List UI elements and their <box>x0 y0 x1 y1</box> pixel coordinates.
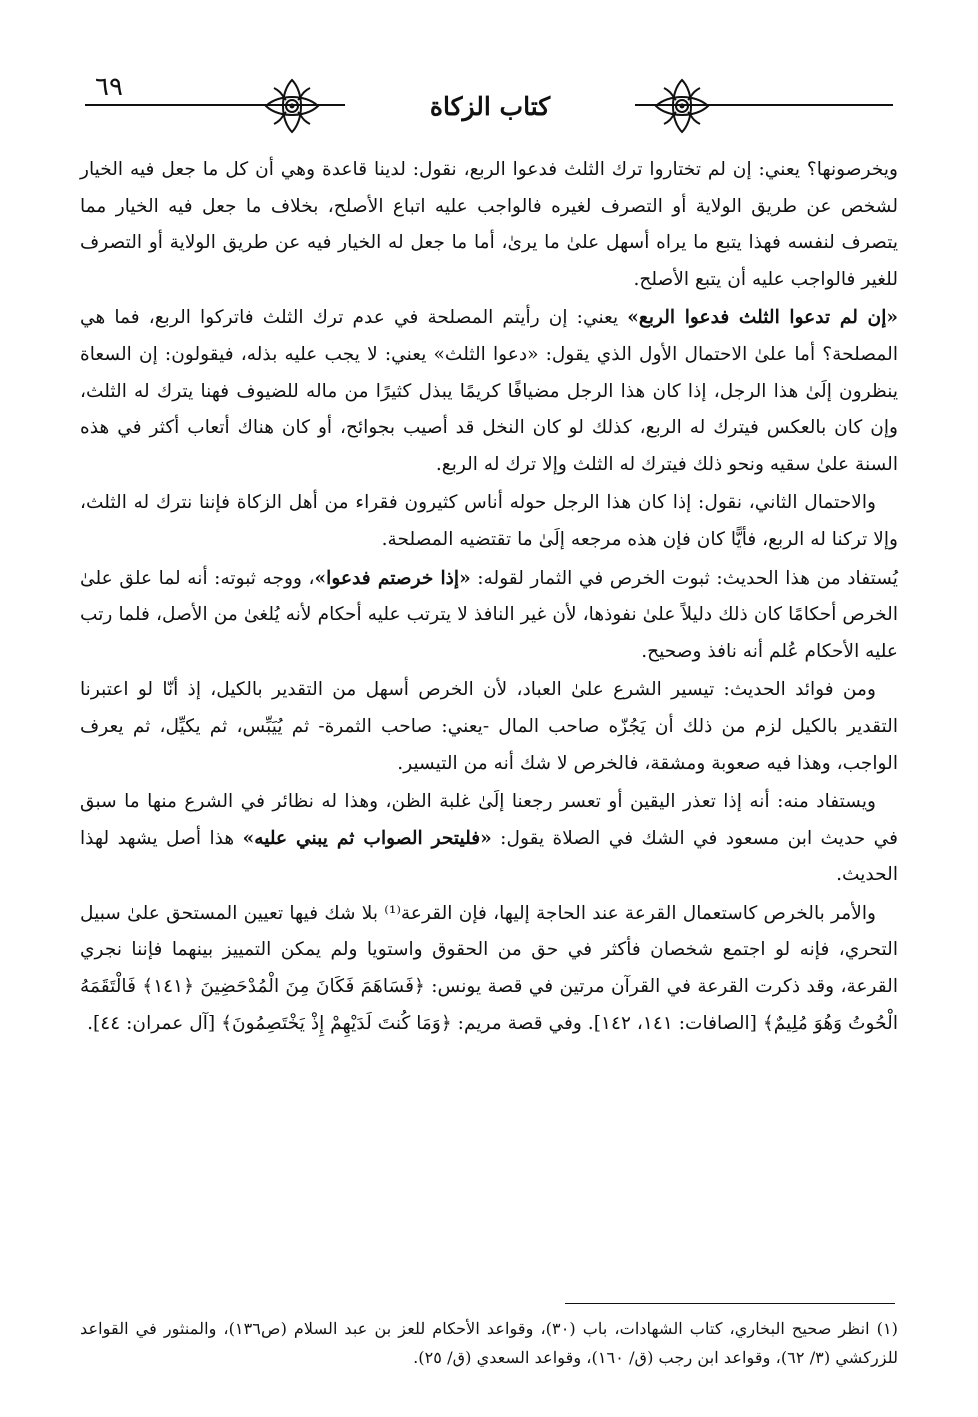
hadith-quote: «إن لم تدعوا الثلث فدعوا الربع» <box>627 307 898 329</box>
floral-ornament-icon <box>260 74 324 138</box>
hadith-quote: «فليتحر الصواب ثم يبني عليه» <box>242 827 492 849</box>
paragraph <box>80 300 898 483</box>
paragraph: والاحتمال الثاني، نقول: إذا كان هذا الرجل حوله أناس كثيرون فقراء من أهل الزكاة فإننا نترك له الثلث، وإلا تركنا له الربع، فأيًّا كان فإن هذه مرجعه إلَىٰ ما تقتضيه المصلحة. <box>80 492 898 550</box>
footnote: (١) انظر صحيح البخاري، كتاب الشهادات، باب (٣٠)، وقواعد الأحكام للعز بن عبد السلام (ص١٣٦)، والمنثور في القواعد للزركشي (٣/ ٦٢)، وقواعد ابن رجب (ق/ ١٦٠)، وقواعد السعدي (ق/ ٢٥). <box>80 1319 898 1367</box>
running-title: كتاب الزكاة <box>345 92 635 121</box>
paragraph-text: يعني: إن رأيتم المصلحة في عدم ترك الثلث فاتركوا الربع، فما هي المصلحة؟ أما علىٰ الاحتمال الأول الذي يقول: «دعوا الثلث» يعني: لا يجب عليه بذله، فيقولون: إن السعاة ينظرون إلَىٰ هذا الرجل، إذا كان هذا الرجل مضيافًا كريمًا يبذل كثيرًا من ماله للضيوف فهنا يترك له الثلث، وإن كان بالعكس فيترك له الربع، كذلك لو كان النخل قد أصيب بجوائح، أو كان هناك أتعاب أكثر في هذه السنة علىٰ سقيه ونحو ذلك فيترك له الثلث وإلا ترك له الربع. <box>80 307 898 475</box>
paragraph-text: ، ووجه ثبوته: أنه لما علق علىٰ الخرص أحكامًا كان ذلك دليلاً علىٰ نفوذها، لأن غير النافذ لا يترتب عليه أحكام لأنه يُلغىٰ من الأصل، فلما رتب عليه الأحكام عُلم أنه نافذ وصحيح. <box>80 567 898 662</box>
footnote-divider <box>565 1303 895 1304</box>
paragraph-text: هذا أصل يشهد لهذا الحديث. <box>80 827 898 886</box>
paragraph <box>80 784 898 894</box>
page-header <box>85 68 893 148</box>
paragraph <box>80 561 898 671</box>
paragraph-text: ويستفاد منه: أنه إذا تعذر اليقين أو تعسر رجعنا إلَىٰ غلبة الظن، وهذا له نظائر في الشرع منها ما سبق في حديث ابن مسعود في الشك في الصلاة يقول: <box>80 791 898 849</box>
hadith-quote: «إذا خرصتم فدعوا» <box>314 567 471 589</box>
paragraph: والأمر بالخرص كاستعمال القرعة عند الحاجة إليها، فإن القرعة⁽¹⁾ بلا شك فيها تعيين المستحق علىٰ سبيل التحري، فإنه لو اجتمع شخصان فأكثر في حق من الحقوق واستويا ولم يمكن التمييز بينهما فإننا نجري القرعة، وقد ذكرت القرعة في القرآن مرتين في قصة يونس: ﴿فَسَاهَمَ فَكَانَ مِنَ الْمُدْحَضِينَ ﴿١٤١﴾ فَالْتَقَمَهُ الْحُوتُ وَهُوَ مُلِيمٌ﴾ [الصافات: ١٤١، ١٤٢]. وفي قصة مريم: ﴿وَمَا كُنتَ لَدَيْهِمْ إِذْ يَخْتَصِمُونَ﴾ [آل عمران: ٤٤]. <box>80 902 899 1034</box>
main-text <box>80 152 898 1042</box>
paragraph: ومن فوائد الحديث: تيسير الشرع علىٰ العباد، لأن الخرص أسهل من التقدير بالكيل، إذ أنّا لو اعتبرنا التقدير بالكيل لزم من ذلك أن يَجُزّه صاحب المال -يعني: صاحب الثمرة- ثم يُيَبِّس، ثم يكيِّل، ثم يعرف الواجب، وهذا فيه صعوبة ومشقة، فالخرص لا شك أنه من التيسير. <box>80 679 898 774</box>
paragraph: ويخرصونها؟ يعني: إن لم تختاروا ترك الثلث فدعوا الربع، نقول: لدينا قاعدة وهي أن كل ما جعل فيه الخيار لشخص عن طريق الولاية أو التصرف لغيره فالواجب عليه اتباع الأصلح، بخلاف ما جعل فيه الخيار مما يتصرف لنفسه فهذا يتبع ما يراه أسهل علىٰ ما يرىٰ، أما ما جعل له الخيار فيه عن طريق الولاية أو التصرف للغير فالواجب عليه أن يتبع الأصلح. <box>80 159 898 290</box>
paragraph-text: يُستفاد من هذا الحديث: ثبوت الخرص في الثمار لقوله: <box>470 567 898 589</box>
page-number: ٦٩ <box>95 72 123 102</box>
floral-ornament-icon <box>650 74 714 138</box>
